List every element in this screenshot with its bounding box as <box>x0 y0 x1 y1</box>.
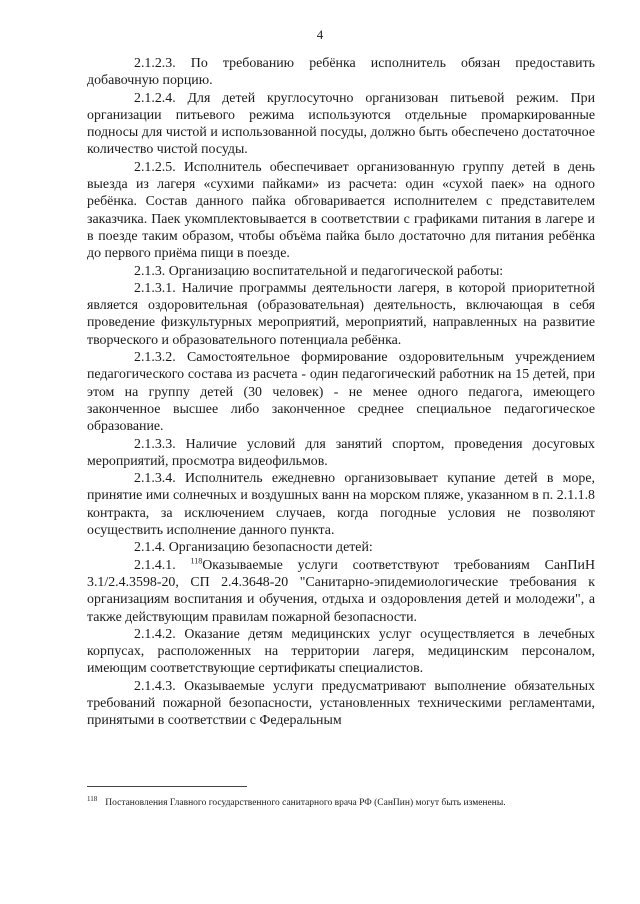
footnote-reference[interactable]: 118 <box>190 555 203 565</box>
paragraph-2-1-2-3: 2.1.2.3. По требованию ребёнка исполнитель обязан предоставить добавочную порцию. <box>87 56 595 89</box>
paragraph-rest: Оказываемые услуги соответствуют требованиям СанПиН 3.1/2.4.3598-20, СП 2.4.3648-20 "Санитарно-эпидемиологические требования к организациям воспитания и обучения, отдыха и оздоровления детей и молодежи", а также действующим правилам пожарной безопасности. <box>87 557 595 625</box>
paragraph-2-1-4-2: 2.1.4.2. Оказание детям медицинских услуг осуществляется в лечебных корпусах, расположенных на территории лагеря, медицинским персоналом, имеющим соответствующие сертификаты специалистов. <box>87 626 595 677</box>
paragraph-2-1-4-1 <box>87 557 595 626</box>
paragraph-2-1-2-4: 2.1.2.4. Для детей круглосуточно организован питьевой режим. При организации питьевого режима используются отдельные промаркированные подносы для чистой и использованной посуды, должно быть обеспечено достаточное количество чистой посуды. <box>87 90 595 158</box>
page-number: 4 <box>316 27 324 42</box>
paragraph-2-1-3-4: 2.1.3.4. Исполнитель ежедневно организовывает купание детей в море, принятие ими солнечных и воздушных ванн на морском пляже, указанном в п. 2.1.1.8 контракта, за исключением случаев, когда погодные условия не позволяют осуществить исполнение данного пункта. <box>87 471 595 539</box>
footnote-text: Постановления Главного государственного санитарного врача РФ (СанПин) могут быть изменены. <box>105 798 506 809</box>
paragraph-2-1-4: 2.1.4. Организацию безопасности детей: <box>134 540 373 556</box>
paragraph-2-1-3-2: 2.1.3.2. Самостоятельное формирование оздоровительным учреждением педагогического состава из расчета - один педагогический работник на 15 детей, при этом на группу детей (30 человек) - не менее одного педагога, имеющего законченное высшее либо законченное среднее специальное педагогическое образование. <box>87 350 595 435</box>
paragraph-2-1-3-1: 2.1.3.1. Наличие программы деятельности лагеря, в которой приоритетной является оздоровительная (образовательная) деятельность, включающая в себя проведение физкультурных мероприятий, мероприятий, направленных на развитие творческого и образовательного потенциала ребёнка. <box>87 280 595 348</box>
paragraph-2-1-3-3: 2.1.3.3. Наличие условий для занятий спортом, проведения досуговых мероприятий, просмотра видеофильмов. <box>87 436 595 469</box>
footnote <box>87 793 597 809</box>
paragraph-2-1-2-5: 2.1.2.5. Исполнитель обеспечивает организованную группу детей в день выезда из лагеря «сухими пайками» из расчета: один «сухой паек» на одного ребёнка. Состав данного пайка обговаривается исполнителем с представителем заказчика. Паек укомплектовывается в соответствии с графиками питания в лагере и в поезде таким образом, чтобы объёма пайка было достаточно для питания ребёнка до первого приёма пищи в поезде. <box>87 159 595 262</box>
paragraph-2-1-3: 2.1.3. Организацию воспитательной и педагогической работы: <box>134 263 504 279</box>
footnote-divider <box>87 786 247 787</box>
paragraph-lead: 2.1.4.1. <box>134 557 191 573</box>
contract-body <box>87 55 595 730</box>
footnote-marker: 118 <box>87 795 98 803</box>
paragraph-2-1-4-3: 2.1.4.3. Оказываемые услуги предусматривают выполнение обязательных требований пожарной безопасности, установленных техническими регламентами, принятыми в соответствии с Федеральным <box>87 678 595 729</box>
